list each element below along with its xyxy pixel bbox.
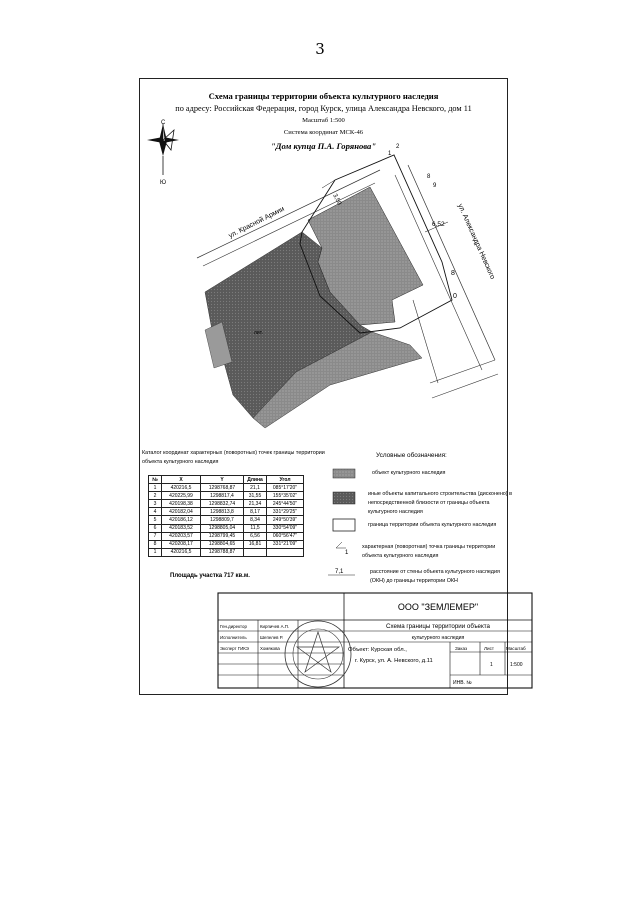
table-cell: 420182,04 [162,508,201,516]
column-header: Угол [267,476,304,484]
table-cell: 11,5 [244,524,267,532]
dimension-label: 8 [451,270,455,277]
object-name: "Дом купца П.А. Горянова" [270,141,377,151]
stamp-sheet-value: 1 [490,662,493,668]
address-line: по адресу: Российская Федерация, город Курск, улица Александра Невского, дом 11 [175,104,472,113]
scale-label: Масштаб 1:500 [302,117,345,124]
legend-swatch-boundary [333,519,355,531]
table-row [149,540,304,548]
table-cell: 420216,5 [162,484,201,492]
stamp-inventory: ИНВ. № [453,680,472,686]
table-cell: 420186,12 [162,516,201,524]
table-cell: 21,34 [244,500,267,508]
table-row [149,492,304,500]
dimension-label: 6,52 [432,221,445,228]
legend-distance-sample: 7,1 [335,569,344,575]
table-cell [267,548,304,556]
stamp-scale-value: 1:500 [510,662,523,668]
stamp-doc-subtitle: культурного наследия [411,635,465,641]
table-cell: 5 [149,516,162,524]
table-cell: 1298832,74 [201,500,244,508]
table-cell: 2 [149,492,162,500]
table-cell: 4 [149,508,162,516]
table-cell: 1298804,65 [201,540,244,548]
table-cell: 1298805,04 [201,524,244,532]
compass-rose-icon [147,124,179,175]
column-header: № [149,476,162,484]
stamp-object-line2: г. Курск, ул. А. Невского, д.11 [355,658,433,664]
table-cell: 1 [149,548,162,556]
boundary-point-label: 1 [388,151,392,157]
legend-item: расстояние от стены объекта культурного наследия (ОКН) до границы территории ОКН [370,569,500,584]
coordinate-catalog-table [148,475,304,557]
legend-item: характерная (поворотная) точка границы территории объекта культурного наследия [362,544,496,559]
table-header-row [149,476,304,484]
coordinate-system-label: Система координат МСК-46 [283,129,364,136]
boundary-point-label: 9 [433,183,437,189]
stamp-col-sheet: Лист [484,646,494,651]
table-cell: 249°50'39" [267,516,304,524]
table-cell: 420183,52 [162,524,201,532]
table-row [149,484,304,492]
table-cell: 6 [149,524,162,532]
stamp-role: Исполнитель [220,635,247,640]
table-cell: 245°44'50" [267,500,304,508]
table-row [149,532,304,540]
table-cell: 085°17'20" [267,484,304,492]
column-header: Y [201,476,244,484]
table-cell: 3 [149,500,162,508]
stamp-role: Эксперт ГИКЭ [220,646,249,651]
table-cell: 331°29'25" [267,508,304,516]
stamp-col-order: Заказ [455,646,468,651]
table-cell: 1298813,8 [201,508,244,516]
table-cell: 21,1 [244,484,267,492]
table-row [149,500,304,508]
legend-item: граница территории объекта культурного наследия [368,522,497,528]
table-cell: 330°54'09" [267,524,304,532]
document-title: Схема границы территории объекта культурного наследия [208,91,439,101]
street-label-krasnoy-armii: ул. Красной Армии [227,205,286,240]
table-cell: 060°56'47" [267,532,304,540]
street-label-nevskogo: ул. Александра Невского [456,202,496,281]
boundary-point-label: 8 [427,174,431,180]
stamp-role: Ген.директор [220,624,247,629]
table-cell: 420198,38 [162,500,201,508]
company-name: ООО "ЗЕМЛЕМЕР" [397,602,479,612]
table-cell: 1298809,7 [201,516,244,524]
table-row [149,516,304,524]
legend-item: иные объекты капитального строительства (дисконено) в непосредственной близости от границы объекта культурного наследия [368,491,512,515]
seal-stamp-icon [285,621,351,687]
table-cell: 6,56 [244,532,267,540]
column-header: Длина [244,476,267,484]
table-cell: 8,34 [244,516,267,524]
table-cell: 420216,5 [162,548,201,556]
legend-swatch-other [333,492,355,504]
table-cell: 1 [149,484,162,492]
table-cell: 31,55 [244,492,267,500]
table-cell: 420225,99 [162,492,201,500]
table-cell: 8,17 [244,508,267,516]
page-number: 3 [315,40,325,58]
dimension-label: 0 [453,293,457,300]
title-block [218,593,532,688]
stamp-col-scale: Масштаб [506,646,526,651]
legend-swatch-heritage [333,469,355,478]
table-row [149,508,304,516]
lit-label: лит. [254,330,263,336]
table-cell: 1298768,87 [201,484,244,492]
table-cell: 8 [149,540,162,548]
table-row [149,524,304,532]
stamp-doc-title: Схема границы территории объекта [386,623,490,630]
legend-point-sample: 1 [345,550,349,556]
compass-north-label: С [161,120,166,126]
boundary-point-label: 2 [396,144,400,150]
compass-south-label: Ю [160,180,167,186]
catalog-title: Каталог координат характерных (поворотных) точек границы территории объекта культурного наследия [142,450,325,465]
legend-item: объект культурного наследия [372,470,446,476]
stamp-name: Кирпичев А.П. [260,624,290,629]
table-cell: 420203,57 [162,532,201,540]
stamp-object-line1: Объект: Курская обл., [348,647,407,653]
table-cell [244,548,267,556]
table-cell: 1298817,4 [201,492,244,500]
table-cell: 420208,17 [162,540,201,548]
table-cell: 1298799,45 [201,532,244,540]
table-cell: 1298788,87 [201,548,244,556]
dimension-label: 3,50 [331,193,343,207]
table-row [149,548,304,556]
legend-title: Условные обозначения: [376,452,447,459]
stamp-name: Шепелев Р. [260,635,284,640]
table-cell: 16,81 [244,540,267,548]
table-cell: 7 [149,532,162,540]
column-header: X [162,476,201,484]
table-cell: 155°35'02" [267,492,304,500]
stamp-name: Хомякова [260,646,280,651]
table-cell: 331°21'09" [267,540,304,548]
plot-area-label: Площадь участка 717 кв.м. [170,573,250,579]
